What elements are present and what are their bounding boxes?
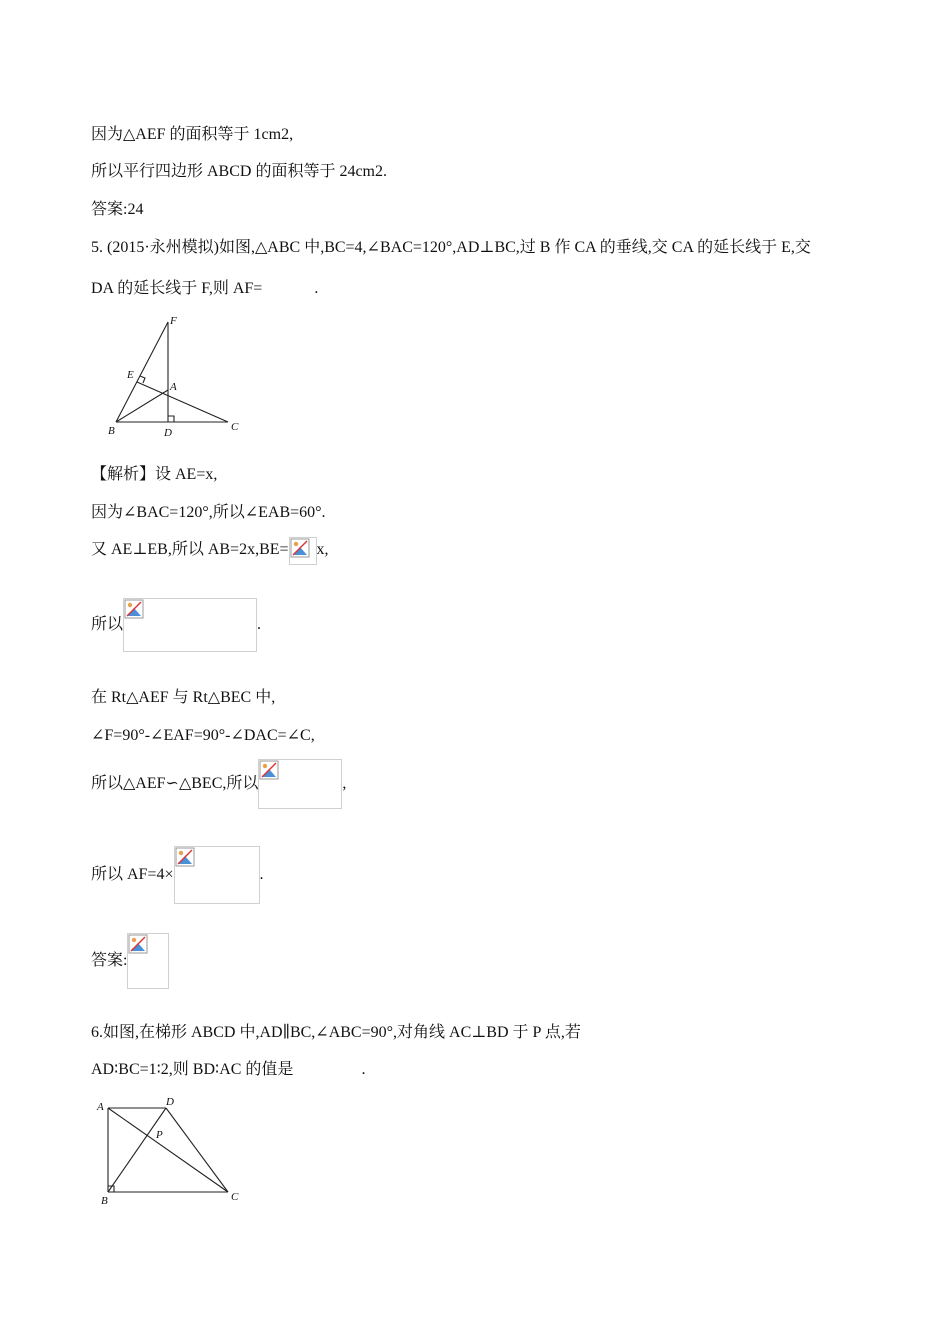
solution-text: 所以 AF=4× (91, 866, 174, 883)
broken-image-icon (175, 847, 195, 867)
solution-line: 因为∠BAC=120°,所以∠EAB=60°. (91, 504, 326, 521)
broken-image-icon (128, 934, 148, 954)
label-e: E (127, 369, 134, 381)
label-b: B (108, 425, 115, 437)
triangle-figure (100, 310, 250, 440)
label-d: D (166, 1096, 174, 1108)
text-line: 因为△AEF 的面积等于 1cm2, (91, 126, 294, 143)
solution-text: x, (316, 541, 329, 558)
solution-heading: 【解析】设 AE=x, (91, 466, 218, 483)
answer-label: 答案: (91, 952, 128, 969)
label-p: P (156, 1129, 163, 1141)
period: . (314, 280, 319, 297)
solution-line (91, 759, 346, 809)
text-line: 所以平行四边形 ABCD 的面积等于 24cm2. (91, 163, 388, 180)
formula-image (123, 598, 257, 652)
label-c: C (231, 1191, 239, 1203)
solution-line: ∠F=90°-∠EAF=90°-∠DAC=∠C, (91, 727, 315, 744)
solution-text: 所以△AEF∽△BEC,所以 (91, 775, 259, 792)
formula-image (289, 537, 317, 565)
formula-image (258, 759, 342, 809)
broken-image-icon (259, 760, 279, 780)
label-c: C (231, 421, 239, 433)
solution-text: . (257, 616, 262, 633)
right-angle-e (140, 376, 145, 383)
question-6-line-1: 6.如图,在梯形 ABCD 中,AD∥BC,∠ABC=90°,对角线 AC⊥BD 于 P 点,若 (91, 1024, 581, 1041)
solution-line (91, 598, 261, 652)
label-b: B (101, 1195, 108, 1207)
line-ec (137, 382, 228, 422)
question-5-line-1: 5. (2015·永州模拟)如图,△ABC 中,BC=4,∠BAC=120°,AD⊥BC,过 B 作 CA 的垂线,交 CA 的延长线于 E,交 (91, 239, 811, 256)
line-dc (166, 1108, 228, 1192)
question-6-line-2 (91, 1060, 365, 1080)
diagonal-bd (108, 1108, 166, 1192)
diagonal-ac (108, 1108, 228, 1192)
solution-line (91, 846, 264, 904)
formula-image (127, 933, 169, 989)
question-5-text: DA 的延长线于 F,则 AF= (91, 280, 263, 297)
label-f: F (170, 315, 177, 327)
solution-line (91, 535, 329, 565)
broken-image-icon (290, 538, 310, 558)
solution-text: 所以 (91, 616, 124, 633)
answer-line (91, 933, 169, 989)
solution-text: . (259, 866, 264, 883)
answer-line: 答案:24 (91, 201, 144, 218)
label-a: A (97, 1101, 104, 1113)
period: . (361, 1061, 366, 1078)
formula-image (174, 846, 260, 904)
label-a: A (170, 381, 177, 393)
trapezoid-figure (92, 1092, 252, 1212)
solution-line: 在 Rt△AEF 与 Rt△BEC 中, (91, 689, 276, 706)
label-d: D (164, 427, 172, 439)
solution-text: 又 AE⊥EB,所以 AB=2x,BE= (91, 541, 289, 558)
right-angle-d (168, 416, 174, 422)
solution-text: , (342, 775, 347, 792)
line-bf (116, 322, 168, 422)
broken-image-icon (124, 599, 144, 619)
question-6-text: AD∶BC=1∶2,则 BD∶AC 的值是 (91, 1061, 294, 1078)
question-5-line-2 (91, 279, 318, 299)
